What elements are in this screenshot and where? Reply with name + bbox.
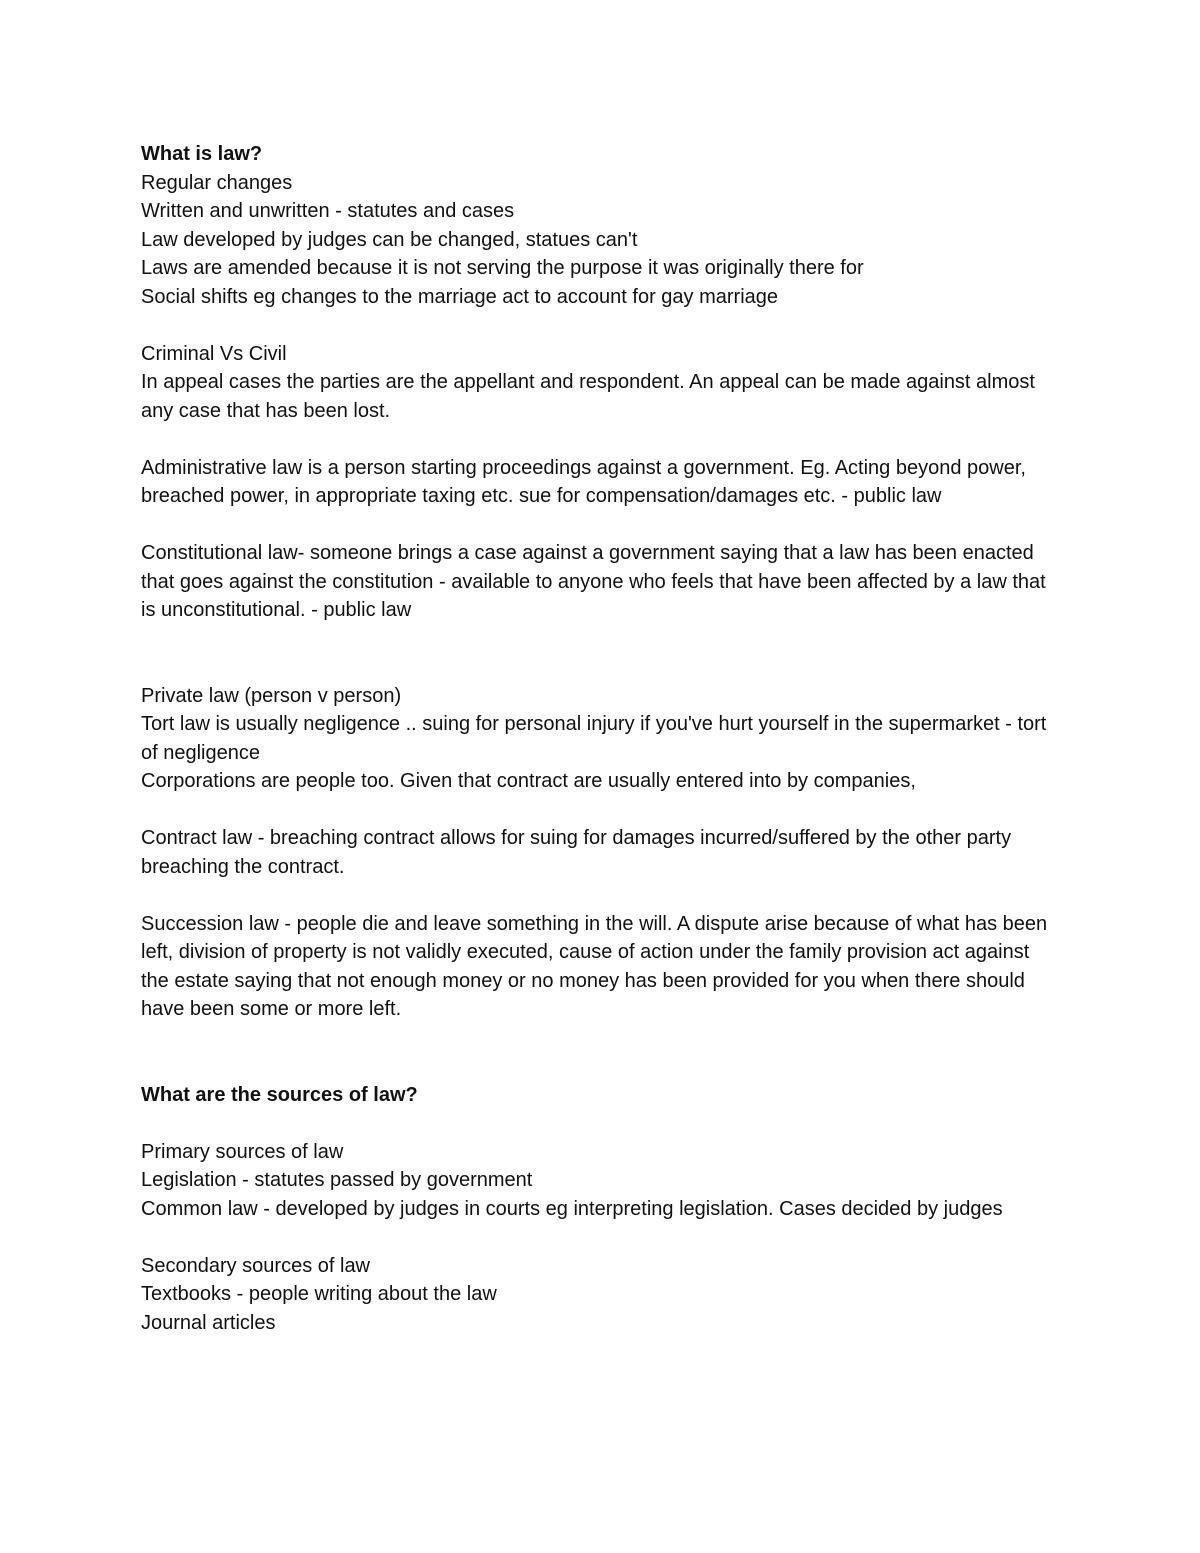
- heading-what-is-law: What is law?: [141, 143, 263, 165]
- text-line: Law developed by judges can be changed, statues can't: [141, 228, 638, 251]
- common-law-line: Common law - developed by judges in courts eg interpreting legislation. Cases decided by judges: [141, 1197, 1003, 1220]
- spacer: [141, 1024, 1061, 1081]
- journals-line: Journal articles: [141, 1311, 276, 1334]
- spacer: [141, 425, 1061, 454]
- criminal-civil-text: In appeal cases the parties are the appellant and respondent. An appeal can be made against almost any case that has been lost.: [141, 371, 1035, 422]
- private-law-title: Private law (person v person): [141, 684, 402, 707]
- criminal-civil-title: Criminal Vs Civil: [141, 342, 287, 365]
- secondary-sources-title: Secondary sources of law: [141, 1254, 371, 1277]
- spacer: [141, 881, 1061, 910]
- spacer: [141, 796, 1061, 825]
- spacer: [141, 1223, 1061, 1252]
- spacer: [141, 625, 1061, 682]
- document-body: [141, 140, 1061, 1337]
- succession-law-paragraph: Succession law - people die and leave something in the will. A dispute arise because of what has been left, division of property is not validly executed, cause of action under the family provision act against the estate saying that not enough money or no money has been provided for you when there should have been some or more left.: [141, 912, 1048, 1020]
- heading-sources-of-law: What are the sources of law?: [141, 1083, 418, 1106]
- corporations-paragraph: Corporations are people too. Given that contract are usually entered into by companies,: [141, 770, 916, 792]
- text-line: Social shifts eg changes to the marriage act to account for gay marriage: [141, 285, 779, 308]
- text-line: Written and unwritten - statutes and cases: [141, 200, 515, 222]
- administrative-law-paragraph: Administrative law is a person starting proceedings against a government. Eg. Acting beyond power, breached power, in appropriate taxing etc. sue for compensation/damages etc. - public law: [141, 456, 1026, 507]
- spacer: [141, 311, 1061, 340]
- text-line: Laws are amended because it is not serving the purpose it was originally there for: [141, 257, 864, 279]
- spacer: [141, 511, 1061, 540]
- spacer: [141, 1109, 1061, 1138]
- primary-sources-title: Primary sources of law: [141, 1140, 344, 1163]
- constitutional-law-paragraph: Constitutional law- someone brings a case against a government saying that a law has been enacted that goes against the constitution - available to anyone who feels that have been affected by a law that is unconstitutional. - public law: [141, 542, 1046, 621]
- legislation-line: Legislation - statutes passed by government: [141, 1169, 533, 1191]
- textbooks-line: Textbooks - people writing about the law: [141, 1283, 497, 1305]
- contract-law-paragraph: Contract law - breaching contract allows for suing for damages incurred/suffered by the other party breaching the contract.: [141, 827, 1012, 878]
- text-line: Regular changes: [141, 171, 293, 194]
- tort-law-paragraph: Tort law is usually negligence .. suing for personal injury if you've hurt yourself in the supermarket - tort of negligence: [141, 713, 1047, 764]
